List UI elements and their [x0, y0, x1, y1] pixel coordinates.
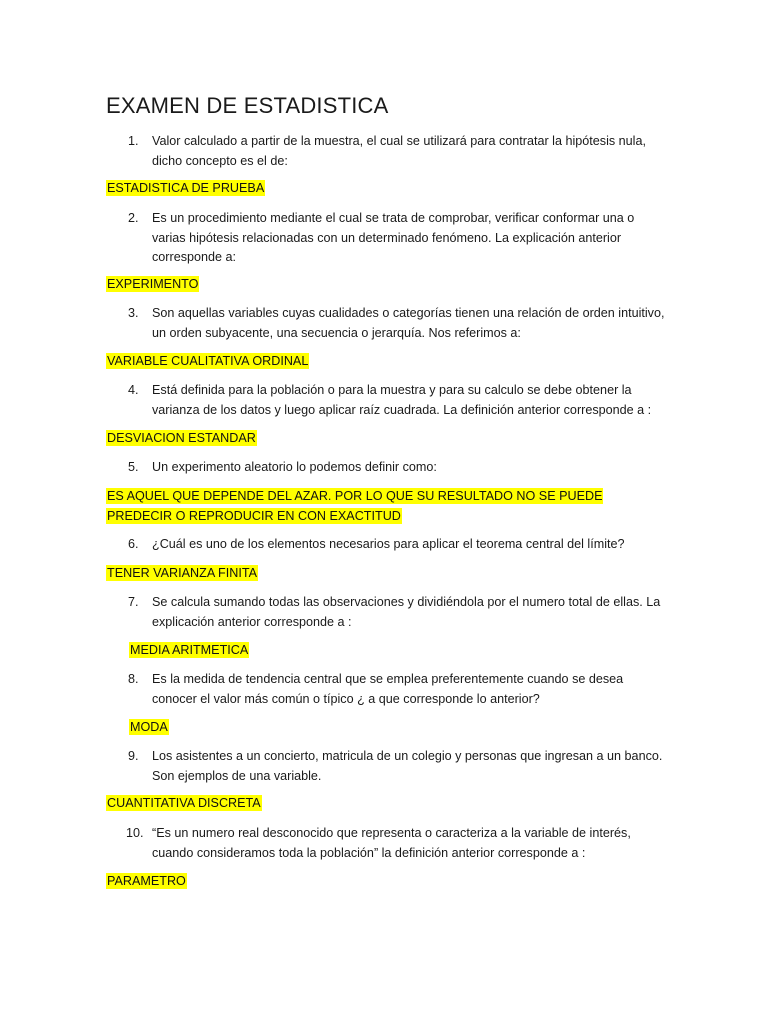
- answer-7: [129, 641, 249, 661]
- question-text: Se calcula sumando todas las observaciones y dividiéndola por el numero total de ellas. La explicación anterior corresponde a :: [152, 595, 661, 629]
- answer-text: MODA: [130, 720, 168, 734]
- question-8: [128, 670, 668, 709]
- answer-10: [106, 872, 187, 892]
- answer-9: [106, 794, 262, 814]
- question-text: Valor calculado a partir de la muestra, el cual se utilizará para contratar la hipótesis nula, dicho concepto es el de:: [152, 134, 646, 168]
- question-text: Los asistentes a un concierto, matricula de un colegio y personas que ingresan a un banco. Son ejemplos de una variable.: [152, 749, 663, 783]
- answer-text: ES AQUEL QUE DEPENDE DEL AZAR. POR LO QUE SU RESULTADO NO SE PUEDE PREDECIR O REPRODUCIR EN CON EXACTITUD: [107, 489, 603, 523]
- question-text: Un experimento aleatorio lo podemos definir como:: [152, 460, 437, 474]
- answer-text: TENER VARIANZA FINITA: [107, 566, 257, 580]
- question-9: [128, 747, 668, 786]
- question-number: 5.: [128, 460, 139, 474]
- question-5: [128, 458, 668, 478]
- question-number: 8.: [128, 672, 139, 686]
- question-text: ¿Cuál es uno de los elementos necesarios para aplicar el teorema central del límite?: [152, 537, 625, 551]
- question-number: 6.: [128, 537, 139, 551]
- answer-text: DESVIACION ESTANDAR: [107, 431, 256, 445]
- question-number: 10.: [126, 826, 144, 840]
- question-text: Es la medida de tendencia central que se emplea preferentemente cuando se desea conocer el valor más común o típico ¿ a que corresponde lo anterior?: [152, 672, 624, 706]
- question-2: [128, 209, 668, 268]
- answer-5: [106, 487, 636, 526]
- question-number: 9.: [128, 749, 139, 763]
- answer-text: CUANTITATIVA DISCRETA: [107, 796, 261, 810]
- question-1: [128, 132, 668, 171]
- answer-text: EXPERIMENTO: [107, 277, 199, 291]
- question-4: [128, 381, 668, 420]
- question-7: [128, 593, 668, 632]
- answer-1: [106, 179, 265, 199]
- question-number: 7.: [128, 595, 139, 609]
- question-number: 1.: [128, 134, 139, 148]
- answer-text: ESTADISTICA DE PRUEBA: [107, 181, 265, 195]
- question-3: [128, 304, 668, 343]
- answer-3: [106, 352, 309, 372]
- answer-4: [106, 429, 257, 449]
- answer-text: MEDIA ARITMETICA: [130, 643, 249, 657]
- question-number: 4.: [128, 383, 139, 397]
- question-text: Es un procedimiento mediante el cual se trata de comprobar, verificar conformar una o varias hipótesis relacionadas con un determinado fenómeno. La explicación anterior corresponde a:: [152, 211, 635, 264]
- answer-8: [129, 718, 169, 738]
- document-title: EXAMEN DE ESTADISTICA: [106, 93, 389, 118]
- question-text: Son aquellas variables cuyas cualidades o categorías tienen una relación de orden intuitivo, un orden subyacente, una secuencia o jerarquía. Nos referimos a:: [152, 306, 665, 340]
- answer-2: [106, 275, 199, 295]
- question-text: Está definida para la población o para la muestra y para su calculo se debe obtener la varianza de los datos y luego aplicar raíz cuadrada. La definición anterior corresponde a :: [152, 383, 652, 417]
- answer-6: [106, 564, 258, 584]
- answer-text: VARIABLE CUALITATIVA ORDINAL: [107, 354, 309, 368]
- question-6: [128, 535, 668, 555]
- question-10: [128, 824, 668, 863]
- question-number: 3.: [128, 306, 139, 320]
- answer-text: PARAMETRO: [107, 874, 186, 888]
- question-text: “Es un numero real desconocido que representa o caracteriza a la variable de interés, cuando consideramos toda la población” la definición anterior corresponde a :: [152, 826, 631, 860]
- question-number: 2.: [128, 211, 139, 225]
